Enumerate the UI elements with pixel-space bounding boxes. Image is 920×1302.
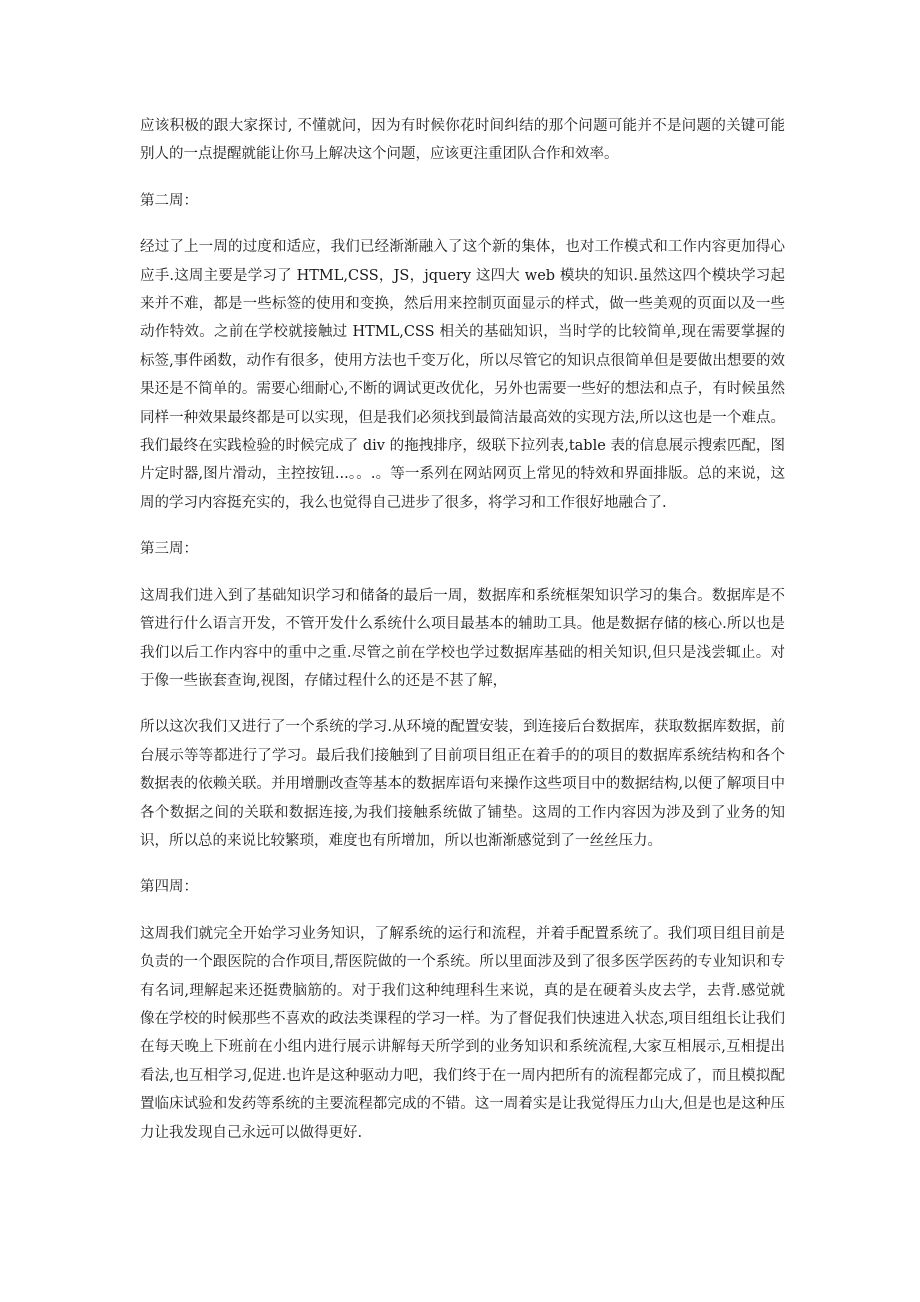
document-body (140, 112, 785, 1165)
paragraph-intro: 应该积极的跟大家探讨, 不懂就问，因为有时候你花时间纠结的那个问题可能并不是问题的关键可能别人的一点提醒就能让你马上解决这个问题，应该更注重团队合作和效率。 (140, 118, 785, 163)
paragraph-week-3-part-2: 所以这次我们又进行了一个系统的学习.从环境的配置安装，到连接后台数据库，获取数据库数据，前台展示等等都进行了学习。最后我们接触到了目前项目组正在着手的的项目的数据库系统结构和各个数据表的依赖关联。并用增删改查等基本的数据库语句来操作这些项目中的数据结构,以便了解项目中各个数据之间的关联和数据连接,为我们接触系统做了铺垫。这周的工作内容因为涉及到了业务的知识，所以总的来说比较繁琐，难度也有所增加，所以也渐渐感觉到了一丝丝压力。 (140, 719, 785, 849)
paragraph-week-3-part-1: 这周我们进入到了基础知识学习和储备的最后一周，数据库和系统框架知识学习的集合。数据库是不管进行什么语言开发，不管开发什么系统什么项目最基本的辅助工具。他是数据存储的核心.所以也是我们以后工作内容中的重中之重.尽管之前在学校也学过数据库基础的相关知识,但只是浅尝辄止。对于像一些嵌套查询,视图，存储过程什么的还是不甚了解， (140, 587, 785, 689)
paragraph-week-4: 这周我们就完全开始学习业务知识，了解系统的运行和流程，并着手配置系统了。我们项目组目前是负责的一个跟医院的合作项目,帮医院做的一个系统。所以里面涉及到了很多医学医药的专业知识和专有名词,理解起来还挺费脑筋的。对于我们这种纯理科生来说，真的是在硬着头皮去学，去背.感觉就像在学校的时候那些不喜欢的政法类课程的学习一样。为了督促我们快速进入状态,项目组组长让我们在每天晚上下班前在小组内进行展示讲解每天所学到的业务知识和系统流程,大家互相展示,互相提出看法,也互相学习,促进.也许是这种驱动力吧，我们终于在一周内把所有的流程都完成了，而且模拟配置临床试验和发药等系统的主要流程都完成的不错。这一周着实是让我觉得压力山大,但是也是这种压力让我发现自己永远可以做得更好. (140, 925, 785, 1141)
heading-week-4: 第四周： (140, 879, 198, 896)
paragraph-week-2: 经过了上一周的过度和适应，我们已经渐渐融入了这个新的集体，也对工作模式和工作内容更加得心应手.这周主要是学习了 HTML,CSS，JS，jquery 这四大 web 模块的知识.虽然这四个模块学习起来并不难，都是一些标签的使用和变换，然后用来控制页面显示的样式，做一些美观的页面以及一些动作特效。之前在学校就接触过 HTML,CSS 相关的基础知识，当时学的比较简单,现在需要掌握的标签,事件函数，动作有很多，使用方法也千变万化，所以尽管它的知识点很简单但是要做出想要的效果还是不简单的。需要心细耐心,不断的调试更改优化，另外也需要一些好的想法和点子，有时候虽然同样一种效果最终都是可以实现，但是我们必须找到最简洁最高效的实现方法,所以这也是一个难点。我们最终在实践检验的时候完成了 div 的拖拽排序，级联下拉列表,table 表的信息展示搜索匹配，图片定时器,图片滑动，主控按钮...。。.。等一系列在网站网页上常见的特效和界面排版。总的来说，这周的学习内容挺充实的，我么也觉得自己进步了很多，将学习和工作很好地融合了. (140, 239, 785, 511)
heading-week-2: 第二周： (140, 192, 198, 209)
heading-week-3: 第三周： (140, 541, 198, 558)
